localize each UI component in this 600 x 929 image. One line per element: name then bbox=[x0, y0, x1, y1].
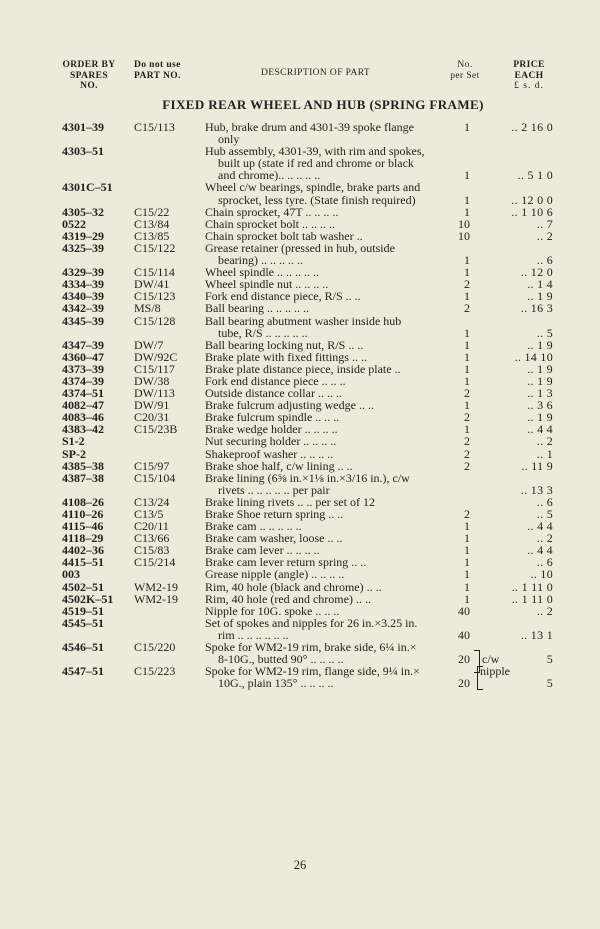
quantity-per-set: 1 bbox=[464, 361, 470, 376]
price-each: .. 3 6 bbox=[527, 398, 553, 413]
price-each: .. 1 bbox=[536, 446, 553, 461]
part-description: Chain sprocket bolt .. .. .. .. bbox=[205, 216, 335, 231]
part-description: Brake cam lever .. .. .. .. bbox=[205, 543, 320, 558]
old-part-number: C15/83 bbox=[134, 543, 170, 558]
quantity-per-set: 20 bbox=[458, 652, 470, 667]
order-number: 4340–39 bbox=[62, 289, 104, 304]
old-part-number: C15/23B bbox=[134, 422, 178, 437]
order-number: 4303–51 bbox=[62, 144, 104, 159]
quantity-per-set: 1 bbox=[464, 289, 470, 304]
header-do-not-use-line2: PART NO. bbox=[134, 70, 181, 81]
quantity-per-set: 1 bbox=[464, 373, 470, 388]
order-number: 4545–51 bbox=[62, 615, 104, 630]
header-price bbox=[500, 60, 558, 92]
part-description: only bbox=[218, 132, 240, 147]
old-part-number: DW/41 bbox=[134, 277, 170, 292]
table-row bbox=[0, 568, 600, 580]
order-number: 4383–42 bbox=[62, 422, 104, 437]
order-number: 4360–47 bbox=[62, 349, 104, 364]
quantity-per-set: 1 bbox=[464, 531, 470, 546]
part-description: Spoke for WM2-19 rim, flange side, 9¼ in.× bbox=[205, 664, 420, 679]
price-each: .. 13 3 bbox=[520, 482, 553, 497]
quantity-per-set: 1 bbox=[464, 579, 470, 594]
price-each: .. 4 4 bbox=[527, 422, 553, 437]
price-each: 5 bbox=[546, 652, 553, 667]
table-row bbox=[0, 460, 600, 472]
old-part-number: WM2-19 bbox=[134, 591, 178, 606]
order-number: S1-2 bbox=[62, 434, 85, 449]
order-number: 4373–39 bbox=[62, 361, 104, 376]
table-row bbox=[0, 194, 600, 206]
order-number: 4301–39 bbox=[62, 120, 104, 134]
order-number: 4402–36 bbox=[62, 543, 104, 558]
order-number: 4387–38 bbox=[62, 470, 104, 485]
order-number: 4374–39 bbox=[62, 373, 104, 388]
quantity-per-set: 20 bbox=[458, 676, 470, 691]
table-row bbox=[0, 302, 600, 314]
order-number: 003 bbox=[62, 567, 80, 582]
part-description: Ball bearing .. .. .. .. .. bbox=[205, 301, 309, 316]
header-per-set-line2: per Set bbox=[450, 70, 480, 81]
old-part-number: C20/31 bbox=[134, 410, 170, 425]
price-each: 5 bbox=[546, 676, 553, 691]
header-price-currency: £ s. d. bbox=[514, 81, 544, 91]
order-number: 4301C–51 bbox=[62, 180, 113, 195]
old-part-number: C15/114 bbox=[134, 265, 175, 280]
quantity-per-set: 1 bbox=[464, 555, 470, 570]
old-part-number: DW/91 bbox=[134, 398, 170, 413]
part-description: rim .. .. .. .. .. .. bbox=[218, 627, 289, 642]
section-title: FIXED REAR WHEEL AND HUB (SPRING FRAME) bbox=[162, 97, 484, 112]
old-part-number: DW/92C bbox=[134, 349, 178, 364]
old-part-number: DW/7 bbox=[134, 337, 164, 352]
part-description: Fork end distance piece .. .. .. bbox=[205, 373, 346, 388]
old-part-number: WM2-19 bbox=[134, 579, 178, 594]
price-each: .. 1 9 bbox=[527, 410, 553, 425]
part-description: Brake cam lever return spring .. .. bbox=[205, 555, 367, 570]
old-part-number: C15/223 bbox=[134, 664, 176, 679]
header-price-line2: EACH bbox=[514, 70, 544, 81]
part-description: Shakeproof washer .. .. .. .. bbox=[205, 446, 334, 461]
part-description: 10G., plain 135° .. .. .. .. bbox=[218, 676, 334, 691]
part-description: and chrome).. .. .. .. .. bbox=[218, 168, 321, 183]
price-each: .. 1 11 0 bbox=[511, 591, 553, 606]
price-each: .. 13 1 bbox=[520, 627, 553, 642]
table-row bbox=[0, 206, 600, 218]
part-description: built up (state if red and chrome or black bbox=[218, 156, 414, 171]
order-number: SP-2 bbox=[62, 446, 86, 461]
order-number: 4118–29 bbox=[62, 531, 104, 546]
old-part-number: C13/66 bbox=[134, 531, 170, 546]
header-description-text: DESCRIPTION OF PART bbox=[261, 68, 371, 78]
part-description: Chain sprocket, 47T .. .. .. .. bbox=[205, 204, 339, 219]
table-row bbox=[0, 121, 600, 133]
part-description: sprocket, less tyre. (State finish required) bbox=[218, 192, 416, 207]
old-part-number: C15/220 bbox=[134, 640, 176, 655]
header-do-not-use bbox=[134, 60, 181, 81]
quantity-per-set: 1 bbox=[464, 398, 470, 413]
part-description: Rim, 40 hole (red and chrome) .. .. bbox=[205, 591, 371, 606]
price-each: .. 2 bbox=[536, 434, 553, 449]
old-part-number: DW/38 bbox=[134, 373, 170, 388]
quantity-per-set: 2 bbox=[464, 446, 470, 461]
part-description: Ball bearing abutment washer inside hub bbox=[205, 313, 402, 328]
order-number: 4415–51 bbox=[62, 555, 104, 570]
header-per-set-line1: No. bbox=[457, 60, 473, 70]
price-each: .. 10 bbox=[530, 567, 553, 582]
quantity-per-set: 1 bbox=[464, 337, 470, 352]
quantity-per-set: 1 bbox=[464, 120, 470, 134]
quantity-per-set: 40 bbox=[458, 627, 470, 642]
quantity-per-set: 2 bbox=[464, 277, 470, 292]
price-each: .. 6 bbox=[536, 555, 553, 570]
order-number: 4345–39 bbox=[62, 313, 104, 328]
price-each: .. 1 9 bbox=[527, 373, 553, 388]
price-each: .. 1 11 0 bbox=[511, 579, 553, 594]
header-price-line1: PRICE bbox=[513, 60, 545, 70]
part-description: Grease retainer (pressed in hub, outside bbox=[205, 240, 395, 255]
part-description: tube, R/S .. .. .. .. .. bbox=[218, 325, 308, 340]
order-number: 4083–46 bbox=[62, 410, 104, 425]
part-description: Spoke for WM2-19 rim, brake side, 6¼ in.× bbox=[205, 640, 417, 655]
part-description: Brake fulcrum adjusting wedge .. .. bbox=[205, 398, 374, 413]
part-description: Hub, brake drum and 4301-39 spoke flange bbox=[205, 120, 414, 134]
order-number: 4319–29 bbox=[62, 228, 104, 243]
table-row bbox=[0, 327, 600, 339]
order-number: 4082–47 bbox=[62, 398, 104, 413]
price-each: .. 16 3 bbox=[520, 301, 553, 316]
quantity-per-set: 1 bbox=[464, 543, 470, 558]
price-each: .. 1 3 bbox=[527, 386, 553, 401]
part-description: Ball bearing locking nut, R/S .. .. bbox=[205, 337, 364, 352]
quantity-per-set: 1 bbox=[464, 168, 470, 183]
page-number: 26 bbox=[293, 858, 307, 872]
quantity-per-set: 2 bbox=[464, 386, 470, 401]
quantity-per-set: 2 bbox=[464, 301, 470, 316]
order-number: 4108–26 bbox=[62, 494, 104, 509]
quantity-per-set: 40 bbox=[458, 603, 470, 618]
part-description: Brake lining (6⅝ in.×1⅛ in.×3/16 in.), c/w bbox=[205, 470, 410, 485]
part-description: Brake cam washer, loose .. .. bbox=[205, 531, 343, 546]
part-description: Rim, 40 hole (black and chrome) .. .. bbox=[205, 579, 382, 594]
table-row bbox=[0, 617, 600, 629]
table-row bbox=[0, 181, 600, 193]
price-each: .. 5 bbox=[536, 507, 553, 521]
part-description: Brake cam .. .. .. .. .. bbox=[205, 519, 302, 534]
row-note: nipple bbox=[480, 664, 510, 679]
quantity-per-set: 1 bbox=[464, 519, 470, 534]
order-number: 4502K–51 bbox=[62, 591, 114, 606]
old-part-number: C15/128 bbox=[134, 313, 176, 328]
old-part-number: C15/104 bbox=[134, 470, 176, 485]
order-number: 4374–51 bbox=[62, 386, 104, 401]
table-row bbox=[0, 339, 600, 351]
old-part-number: C13/5 bbox=[134, 507, 164, 521]
quantity-per-set: 2 bbox=[464, 410, 470, 425]
price-each: .. 2 bbox=[536, 531, 553, 546]
old-part-number: DW/113 bbox=[134, 386, 175, 401]
price-each: .. 14 10 bbox=[514, 349, 553, 364]
part-description: Brake Shoe return spring .. .. bbox=[205, 507, 344, 521]
quantity-per-set: 1 bbox=[464, 192, 470, 207]
order-number: 4305–32 bbox=[62, 204, 104, 219]
old-part-number: C13/85 bbox=[134, 228, 170, 243]
price-each: .. 1 9 bbox=[527, 289, 553, 304]
old-part-number: MS/8 bbox=[134, 301, 161, 316]
part-description: Outside distance collar .. .. .. bbox=[205, 386, 342, 401]
table-row bbox=[0, 593, 600, 605]
price-each: .. 12 0 bbox=[520, 265, 553, 280]
price-each: .. 11 9 bbox=[521, 458, 553, 473]
order-number: 4325–39 bbox=[62, 240, 104, 255]
header-order-by-line1: ORDER BY bbox=[62, 60, 116, 70]
header-per-set bbox=[440, 60, 490, 81]
part-description: Set of spokes and nipples for 26 in.×3.25 in. bbox=[205, 615, 418, 630]
quantity-per-set: 1 bbox=[464, 422, 470, 437]
order-number: 4385–38 bbox=[62, 458, 104, 473]
table-row bbox=[0, 581, 600, 593]
part-description: Chain sprocket bolt tab washer .. bbox=[205, 228, 363, 243]
table-row bbox=[0, 435, 600, 447]
part-description: bearing) .. .. .. .. .. bbox=[218, 253, 303, 268]
price-each: .. 2 bbox=[536, 228, 553, 243]
quantity-per-set: 10 bbox=[458, 228, 470, 243]
price-each: .. 7 bbox=[536, 216, 553, 231]
parts-table bbox=[0, 121, 600, 689]
header-order-by-line3: NO. bbox=[80, 81, 98, 91]
order-number: 4115–46 bbox=[62, 519, 104, 534]
part-description: Hub assembly, 4301-39, with rim and spokes, bbox=[205, 144, 425, 159]
order-number: 4547–51 bbox=[62, 664, 104, 679]
old-part-number: C15/113 bbox=[134, 120, 175, 134]
order-number: 4502–51 bbox=[62, 579, 104, 594]
price-each: .. 2 16 0 bbox=[511, 120, 553, 134]
row-note: c/w bbox=[482, 652, 500, 667]
quantity-per-set: 1 bbox=[464, 204, 470, 219]
quantity-per-set: 2 bbox=[464, 434, 470, 449]
order-number: 4342–39 bbox=[62, 301, 104, 316]
old-part-number: C15/22 bbox=[134, 204, 170, 219]
order-number: 4519–51 bbox=[62, 603, 104, 618]
old-part-number: C15/97 bbox=[134, 458, 170, 473]
price-each: .. 1 4 bbox=[527, 277, 553, 292]
quantity-per-set: 1 bbox=[464, 349, 470, 364]
order-number: 4110–26 bbox=[62, 507, 104, 521]
price-each: .. 5 1 0 bbox=[517, 168, 553, 183]
price-each: .. 5 bbox=[536, 325, 553, 340]
quantity-per-set: 1 bbox=[464, 567, 470, 582]
part-description: Wheel spindle nut .. .. .. .. bbox=[205, 277, 329, 292]
part-description: Nut securing holder .. .. .. .. bbox=[205, 434, 337, 449]
price-each: .. 4 4 bbox=[527, 543, 553, 558]
part-description: Brake shoe half, c/w lining .. .. bbox=[205, 458, 353, 473]
header-order-by bbox=[58, 60, 120, 92]
header-order-by-line2: SPARES bbox=[69, 70, 109, 81]
part-description: Brake lining rivets .. .. per set of 12 bbox=[205, 494, 375, 509]
old-part-number: C15/214 bbox=[134, 555, 176, 570]
old-part-number: C20/11 bbox=[134, 519, 169, 534]
quantity-per-set: 2 bbox=[464, 507, 470, 521]
order-number: 4329–39 bbox=[62, 265, 104, 280]
part-description: Nipple for 10G. spoke .. .. .. bbox=[205, 603, 340, 618]
brace-left bbox=[477, 666, 483, 690]
part-description: Brake fulcrum spindle .. .. .. bbox=[205, 410, 340, 425]
part-description: Brake plate distance piece, inside plate .. bbox=[205, 361, 401, 376]
price-each: .. 6 bbox=[536, 253, 553, 268]
header-description bbox=[261, 68, 370, 79]
price-each: .. 2 bbox=[536, 603, 553, 618]
part-description: 8-10G., butted 90° .. .. .. .. bbox=[218, 652, 344, 667]
quantity-per-set: 1 bbox=[464, 265, 470, 280]
quantity-per-set: 10 bbox=[458, 216, 470, 231]
price-each: .. 1 9 bbox=[527, 337, 553, 352]
order-number: 0522 bbox=[62, 216, 86, 231]
table-row bbox=[0, 448, 600, 460]
price-each: .. 12 0 0 bbox=[511, 192, 553, 207]
price-each: .. 4 4 bbox=[527, 519, 553, 534]
order-number: 4347–39 bbox=[62, 337, 104, 352]
part-description: Brake wedge holder .. .. .. .. bbox=[205, 422, 338, 437]
price-each: .. 1 9 bbox=[527, 361, 553, 376]
quantity-per-set: 1 bbox=[464, 253, 470, 268]
table-row bbox=[0, 677, 600, 689]
order-number: 4334–39 bbox=[62, 277, 104, 292]
old-part-number: C15/122 bbox=[134, 240, 176, 255]
header-do-not-use-line1: Do not use bbox=[134, 60, 181, 70]
quantity-per-set: 1 bbox=[464, 325, 470, 340]
old-part-number: C15/123 bbox=[134, 289, 176, 304]
part-description: Wheel c/w bearings, spindle, brake parts and bbox=[205, 180, 421, 195]
table-row bbox=[0, 472, 600, 484]
part-description: Wheel spindle .. .. .. .. .. bbox=[205, 265, 319, 280]
quantity-per-set: 1 bbox=[464, 591, 470, 606]
part-description: Fork end distance piece, R/S .. .. bbox=[205, 289, 361, 304]
order-number: 4546–51 bbox=[62, 640, 104, 655]
quantity-per-set: 2 bbox=[464, 458, 470, 473]
old-part-number: C13/24 bbox=[134, 494, 170, 509]
part-description: Brake plate with fixed fittings .. .. bbox=[205, 349, 367, 364]
part-description: Grease nipple (angle) .. .. .. .. bbox=[205, 567, 345, 582]
part-description: rivets .. .. .. .. .. per pair bbox=[218, 482, 330, 497]
table-row bbox=[0, 315, 600, 327]
old-part-number: C15/117 bbox=[134, 361, 175, 376]
price-each: .. 6 bbox=[536, 494, 553, 509]
old-part-number: C13/84 bbox=[134, 216, 170, 231]
price-each: .. 1 10 6 bbox=[511, 204, 553, 219]
